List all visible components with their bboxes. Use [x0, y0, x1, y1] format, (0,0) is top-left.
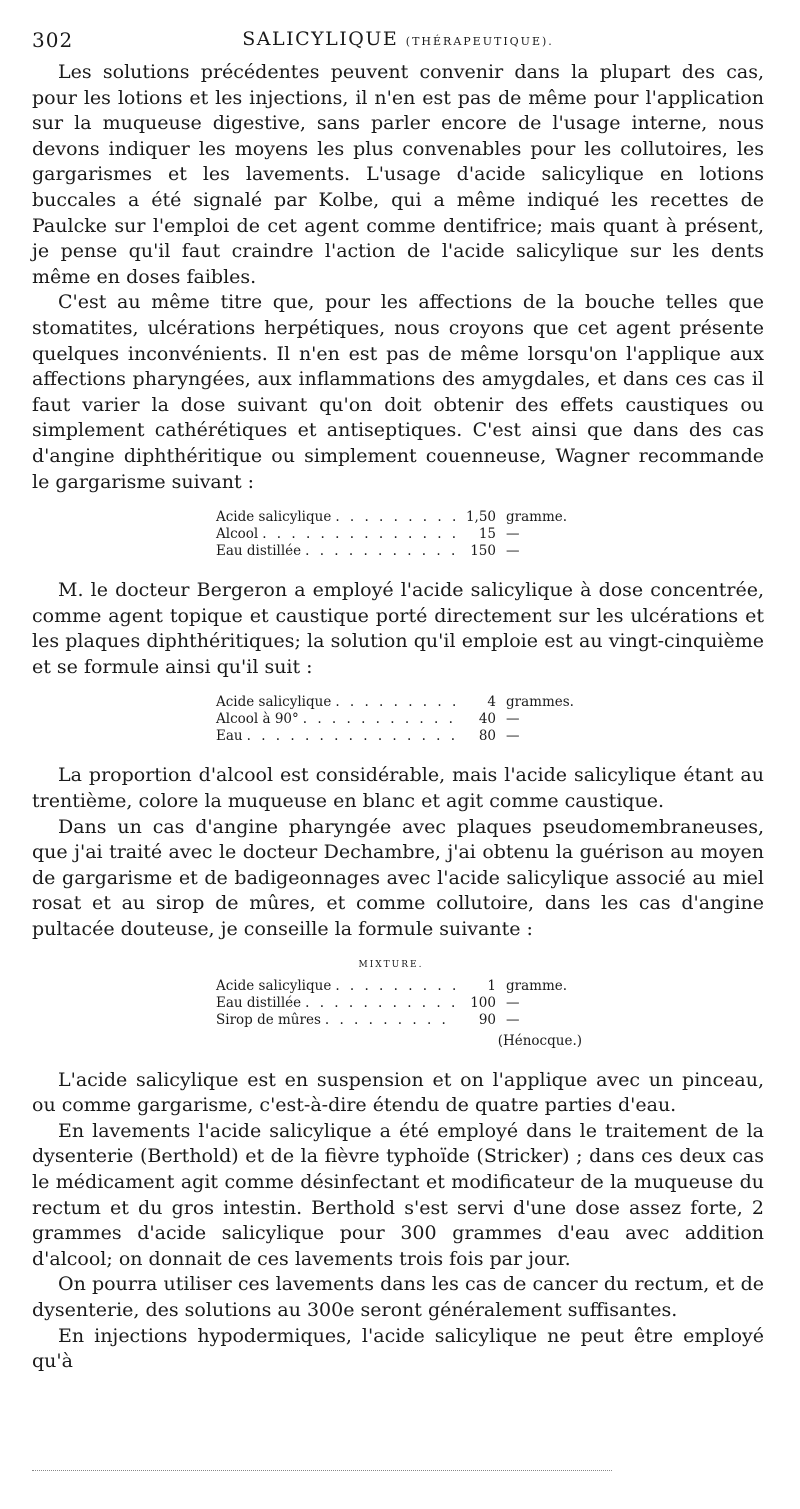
ingredient-qty: 80: [478, 728, 496, 745]
paragraph: En injections hypodermiques, l'acide salicylique ne peut être employé qu'à: [32, 1324, 764, 1373]
ingredient-name: Alcool: [216, 526, 259, 543]
formula-row: [216, 509, 596, 526]
ingredient-name: Acide salicylique: [216, 977, 332, 994]
formula-mixture: [216, 957, 596, 1050]
formula-row: [216, 543, 596, 560]
paragraph: Dans un cas d'angine pharyngée avec plaques pseudomembraneuses, que j'ai traité avec le docteur Dechambre, j'ai obtenu la guérison au moyen de gargarisme et de badigeonnages avec l'acide salicylique associé au miel rosat et au sirop de mûres, et comme collutoire, dans les cas d'angine pultacée douteuse, je conseille la formule suivante :: [32, 815, 764, 941]
formula-row: [216, 526, 596, 543]
ingredient-qty: 4: [487, 694, 496, 711]
page-number: 302: [32, 28, 74, 52]
formula-wagner: [216, 509, 596, 560]
ingredient-qty: 1: [487, 977, 496, 994]
ingredient-name: Sirop de mûres: [216, 1011, 321, 1028]
ingredient-unit: —: [506, 543, 520, 560]
formula-attribution: (Hénocque.): [497, 1032, 582, 1049]
ingredient-qty: 1,50: [465, 509, 496, 526]
ingredient-unit: gramme.: [506, 977, 568, 994]
ingredient-qty: 100: [470, 994, 496, 1011]
paragraph: M. le docteur Bergeron a employé l'acide salicylique à dose concentrée, comme agent topique et caustique porté directement sur les ulcérations et les plaques diphthéritiques; la solution qu'il emploie est au vingt-cinquième et se formule ainsi qu'il suit :: [32, 579, 764, 678]
ingredient-qty: 90: [478, 1011, 496, 1028]
ingredient-name: Eau: [216, 728, 243, 745]
formula-row: [216, 694, 596, 711]
paragraph: C'est au même titre que, pour les affections de la bouche telles que stomatites, ulcérations herpétiques, nous croyons que cet agent présente quelques inconvénients. Il n'en est pas de même lorsqu'on l'applique aux affections pharyngées, aux inflammations des amygdales, et dans ces cas il faut varier la dose suivant qu'on doit obtenir des effets caustiques ou simplement cathérétiques et antiseptiques. C'est ainsi que dans des cas d'angine diphthéritique ou simplement couenneuse, Wagner recommande le gargarisme suivant :: [32, 291, 764, 493]
running-header: [32, 28, 764, 60]
footer-rule: [32, 1470, 612, 1471]
formula-row: [216, 1012, 596, 1029]
paragraph: La proportion d'alcool est considérable, mais l'acide salicylique étant au trentième, colore la muqueuse en blanc et agit comme caustique.: [32, 764, 764, 813]
formula-bergeron: [216, 694, 596, 745]
document-page: [32, 28, 764, 1375]
paragraph: Les solutions précédentes peuvent convenir dans la plupart des cas, pour les lotions et les injections, il n'en est pas de même pour l'application sur la muqueuse digestive, sans parler encore de l'usage interne, nous devons indiquer les moyens les plus convenables pour les collutoires, les gargarismes et les lavements. L'usage d'acide salicylique en lotions buccales a été signalé par Kolbe, qui a même indiqué les recettes de Paulcke sur l'emploi de cet agent comme dentifrice; mais quant à présent, je pense qu'il faut craindre l'action de l'acide salicylique sur les dents même en doses faibles.: [32, 61, 764, 288]
running-title-main: SALICYLIQUE: [242, 28, 399, 50]
formula-row: [216, 728, 596, 745]
paragraph: En lavements l'acide salicylique a été employé dans le traitement de la dysenterie (Berthold) et de la fièvre typhoïde (Stricker) ; dans ces deux cas le médicament agit comme désinfectant et modificateur de la muqueuse du rectum et du gros intestin. Berthold s'est servi d'une dose assez forte, 2 grammes d'acide salicylique pour 300 grammes d'eau avec addition d'alcool; on donnait de ces lavements trois fois par jour.: [32, 1119, 764, 1270]
ingredient-unit: —: [506, 1011, 520, 1028]
ingredient-qty: 150: [470, 543, 496, 560]
formula-title: MIXTURE.: [358, 959, 424, 970]
formula-row: [216, 978, 596, 995]
ingredient-qty: 40: [478, 711, 496, 728]
ingredient-name: Eau distillée: [216, 543, 302, 560]
running-title-sub: (THÉRAPEUTIQUE).: [405, 35, 554, 48]
ingredient-qty: 15: [478, 526, 496, 543]
ingredient-unit: —: [506, 994, 520, 1011]
formula-row: [216, 711, 596, 728]
running-title: [32, 28, 764, 50]
ingredient-name: Alcool à 90°: [216, 711, 299, 728]
ingredient-unit: —: [506, 728, 520, 745]
ingredient-name: Acide salicylique: [216, 694, 332, 711]
ingredient-unit: —: [506, 526, 520, 543]
ingredient-name: Eau distillée: [216, 994, 302, 1011]
ingredient-unit: —: [506, 711, 520, 728]
formula-row: [216, 995, 596, 1012]
ingredient-unit: gramme.: [506, 509, 568, 526]
paragraph: On pourra utiliser ces lavements dans les cas de cancer du rectum, et de dysenterie, des solutions au 300e seront généralement suffisantes.: [32, 1273, 764, 1321]
ingredient-unit: grammes.: [506, 694, 574, 711]
ingredient-name: Acide salicylique: [216, 509, 332, 526]
paragraph: L'acide salicylique est en suspension et on l'applique avec un pinceau, ou comme gargarisme, c'est-à-dire étendu de quatre parties d'eau.: [32, 1068, 764, 1117]
